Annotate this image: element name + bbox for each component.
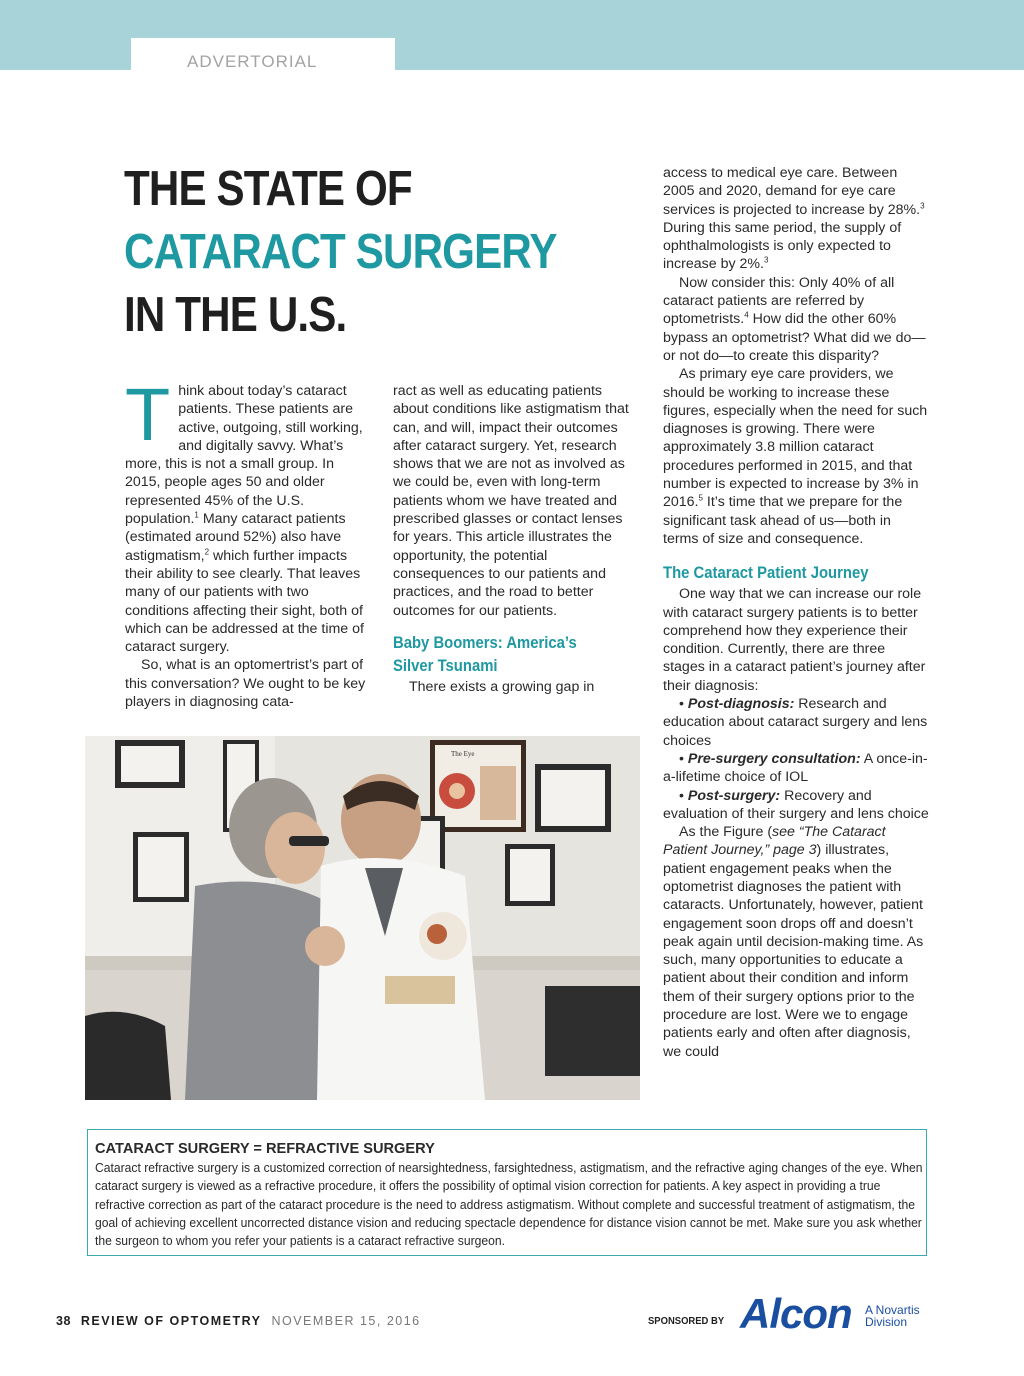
paragraph: Think about today’s cataract patients. These patients are active, outgoing, still working, and digitally savvy. What’s more, this is not a small group. In 2015, people ages 50 and older represented 45% of the U.S. population.$^1$ Many cataract patients (estimated around 52%) also have astigmatism,$^2$ which further impacts their ability to see clearly. That leaves many of our patients with two conditions affecting their sight, both of which can be addressed at the time of cataract surgery. xyxy=(125,373,364,656)
photo-optometrist-with-patient xyxy=(85,736,640,1100)
subhead-patient-journey: The Cataract Patient Journey xyxy=(663,564,869,583)
drop-cap: T xyxy=(125,373,171,456)
eye-chart-title: The Eye xyxy=(451,750,475,758)
bullet-item: • Post-diagnosis: Research and education about cataract surgery and lens choices xyxy=(663,696,928,749)
sidebar-title: CATARACT SURGERY = REFRACTIVE SURGERY xyxy=(95,1141,435,1157)
bullet-item: • Pre-surgery consultation: A once-in-a-lifetime choice of IOL xyxy=(663,750,928,786)
sponsored-by-label: SPONSORED BY xyxy=(648,1315,725,1327)
article-column-1 xyxy=(125,373,373,711)
sidebar-text: Cataract refractive surgery is a customized correction of nearsightedness, farsightedness, astigmatism, and the refractive aging changes of the eye. When cataract surgery is viewed as a refractive procedure, it offers the possibility of optimal vision correction for patients. A key aspect in providing a true refractive correction as part of the cataract procedure is the need to address astigmatism. Without complete and successful treatment of astigmatism, the goal of achieving excellent uncorrected distance vision and reducing spectacle dependence for distance vision cannot be met. Make sure you ask whether the surgeon to whom you refer your patients is a cataract refractive surgeon. xyxy=(95,1160,923,1249)
title-line-2: CATARACT SURGERY xyxy=(124,225,557,279)
publication-name: REVIEW OF OPTOMETRY xyxy=(80,1314,262,1328)
alcon-logo-subtitle: A Novartis Division xyxy=(865,1303,920,1329)
page-footer xyxy=(56,1314,421,1328)
advertorial-tab: ADVERTORIAL xyxy=(131,38,395,74)
title-line-3: IN THE U.S. xyxy=(124,288,347,342)
page-number: 38 xyxy=(56,1314,71,1328)
paragraph-split-end: ract as well as educating patients about conditions like astigmatism that can, and will, impact their outcomes after cataract surgery. Yet, research shows that we are not as involved as we could be, even with long-term patients whom we have treated and prescribed glasses or contact lenses for years. This article illustrates the opportunity, the potential consequences to our patients and practices, and the road to better outcomes for our patients. xyxy=(393,383,629,619)
paragraph: Now consider this: Only 40% of all cataract patients are referred by optometrists.$^4$ How did the other 60% bypass an optometrist? What did we do—or not do—to create this disparity? xyxy=(663,274,926,364)
subhead-baby-boomers: Baby Boomers: America’s Silver Tsunami xyxy=(393,633,577,675)
bullet-item: • Post-surgery: Recovery and evaluation of their surgery and lens choice xyxy=(663,787,929,822)
issue-date: NOVEMBER 15, 2016 xyxy=(271,1314,421,1328)
title-line-1: THE STATE OF xyxy=(124,162,412,216)
paragraph-split-start: There exists a growing gap in xyxy=(409,678,595,695)
article-column-3 xyxy=(663,164,929,1061)
paragraph-split-start: So, what is an optomertrist’s part of this conversation? We ought to be key players in diagnosing cata- xyxy=(125,657,366,711)
paragraph: One way that we can increase our role with cataract surgery patients is to better comprehend how they experience their condition. Currently, there are three stages in a cataract patient’s journey after their diagnosis: xyxy=(663,586,926,694)
sidebar-box xyxy=(87,1129,927,1256)
paragraph-split-end: access to medical eye care. Between 2005 and 2020, demand for eye care services is projected to increase by 28%.$^3$ During this same period, the supply of ophthalmologists is only expected to increase by 2%.$^3$ xyxy=(663,165,925,273)
paragraph: As primary eye care providers, we should be working to increase these figures, especially when the need for such diagnoses is growing. There were approximately 3.8 million cataract procedures performed in 2015, and that number is expected to increase by 3% in 2016.$^5$ It’s time that we prepare for the significant task ahead of us—both in terms of size and consequence. xyxy=(663,366,928,547)
paragraph: As the Figure (see “The Cataract Patient Journey,” page 3) illustrates, patient engagement peaks when the optometrist diagnoses the patient with cataracts. Unfortunately, however, patient engagement soon drops off and doesn’t peak again until decision-making time. As such, many opportunities to educate a patient about their condition and inform them of their surgery options prior to the procedure are lost. Were we to engage patients early and often after diagnosis, we could xyxy=(663,824,924,1060)
alcon-logo: Alcon xyxy=(740,1290,852,1337)
page-title xyxy=(124,158,571,347)
article-column-2 xyxy=(393,382,640,696)
photo-illustration xyxy=(85,736,640,1100)
